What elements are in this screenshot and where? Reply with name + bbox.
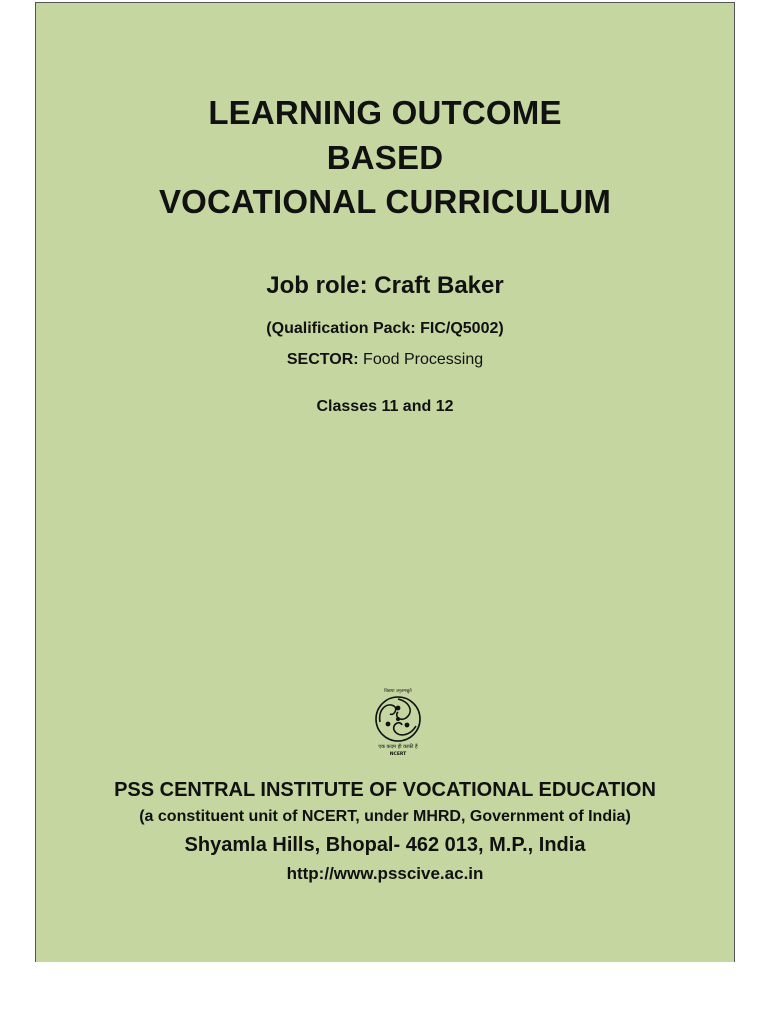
- institution-name: PSS CENTRAL INSTITUTE OF VOCATIONAL EDUCATION: [114, 779, 656, 801]
- sector-value: Food Processing: [363, 351, 484, 368]
- institution-address: Shyamla Hills, Bhopal- 462 013, M.P., India: [184, 834, 586, 856]
- qualification-pack: (Qualification Pack: FIC/Q5002): [266, 320, 504, 337]
- classes: Classes 11 and 12: [316, 398, 454, 415]
- logo-wordmark: NCERT: [389, 752, 407, 757]
- title-line-2: BASED: [326, 139, 444, 176]
- institution-url[interactable]: http://www.psscive.ac.in: [286, 864, 484, 883]
- title-line-1: LEARNING OUTCOME: [208, 94, 562, 131]
- title-line-3: VOCATIONAL CURRICULUM: [158, 183, 612, 220]
- job-role: Job role: Craft Baker: [266, 272, 504, 299]
- institution-constituent: (a constituent unit of NCERT, under MHRD, Government of India): [139, 808, 631, 825]
- sector-label: SECTOR:: [286, 351, 359, 368]
- sector-line: [36, 351, 734, 369]
- ncert-emblem-icon: [370, 686, 426, 758]
- logo-bottom-motto: एक कदम ही काफ़ी हैं: [378, 744, 418, 750]
- document-cover: [35, 2, 735, 962]
- logo-top-motto: विद्यया ऽमृतमश्नुते: [384, 689, 412, 694]
